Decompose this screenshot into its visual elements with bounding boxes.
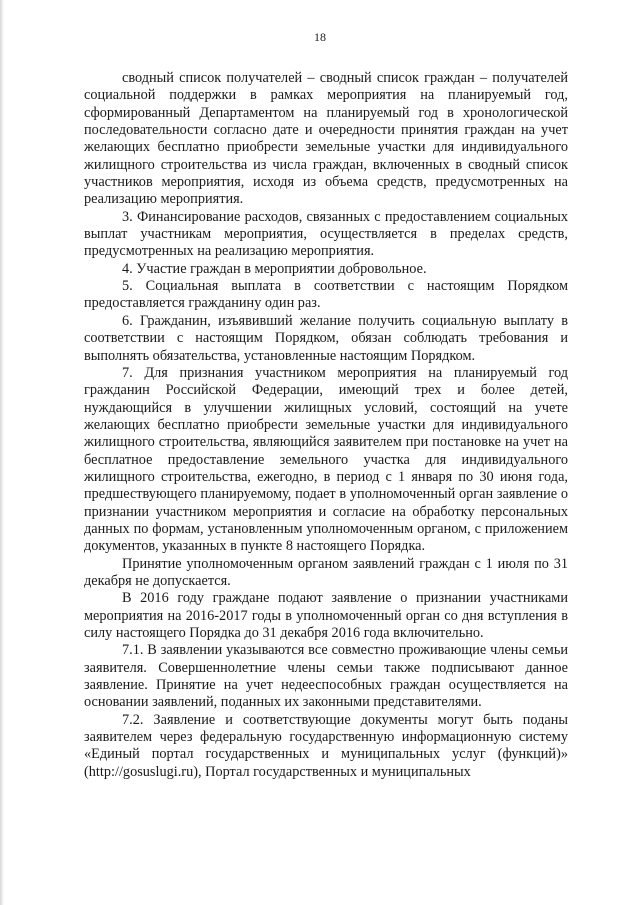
paragraph-5: 5. Социальная выплата в соответствии с настоящим Порядком предоставляется гражданину один раз. (84, 278, 568, 312)
scan-edge-shadow (0, 0, 4, 905)
document-body (84, 70, 568, 781)
paragraph-7-2: 7.2. Заявление и соответствующие документы могут быть поданы заявителем через федеральную государственную информационную систему «Единый портал государственных и муниципальных услуг (функций)» (http://gosuslugi.ru), Портал государственных и муниципальных (84, 711, 568, 780)
paragraph-7: 7. Для признания участником мероприятия на планируемый год гражданин Российской Федерации, имеющий трех и более детей, нуждающийся в улучшении жилищных условий, состоящий на учете желающих бесплатно приобрести земельные участки для индивидуального жилищного строительства, являющийся заявителем при постановке на учет на бесплатное предоставление земельного участка для индивидуального жилищного строительства, ежегодно, в период с 1 января по 30 июня года, предшествующего планируемому, подает в уполномоченный орган заявление о признании участником мероприятия и согласие на обработку персональных данных по формам, установленным уполномоченным органом, с приложением документов, указанных в пункте 8 настоящего Порядка. (84, 364, 568, 555)
paragraph-4: 4. Участие граждан в мероприятии добровольное. (122, 260, 427, 277)
page-number: 18 (314, 30, 326, 44)
paragraph-3: 3. Финансирование расходов, связанных с предоставлением социальных выплат участникам мероприятия, осуществляется в пределах средств, предусмотренных на реализацию мероприятия. (84, 208, 568, 260)
paragraph-7-2016: В 2016 году граждане подают заявление о признании участниками мероприятия на 2016-2017 годы в уполномоченный орган со дня вступления в силу настоящего Порядка до 31 декабря 2016 года включительно. (84, 590, 568, 641)
paragraph-recipients-list: сводный список получателей – сводный список граждан – получателей социальной поддержки в рамках мероприятия на планируемый год, сформированный Департаментом на планируемый год в хронологической последовательности согласно дате и очередности принятия граждан на учет желающих бесплатно приобрести земельные участки для индивидуального жилищного строительства из числа граждан, включенных в сводный список участников мероприятия, исходя из объема средств, предусмотренных на реализацию мероприятия. (84, 70, 568, 208)
paragraph-6: 6. Гражданин, изъявивший желание получить социальную выплату в соответствии с настоящим Порядком, обязан соблюдать требования и выполнять обязательства, установленные настоящим Порядком. (84, 312, 568, 364)
paragraph-7-acceptance: Принятие уполномоченным органом заявлений граждан с 1 июля по 31 декабря не допускается. (84, 555, 568, 589)
paragraph-7-1: 7.1. В заявлении указываются все совместно проживающие члены семьи заявителя. Совершеннолетние члены семьи также подписывают данное заявление. Принятие на учет недееспособных граждан осуществляется на основании заявлений, поданных их законными представителями. (84, 642, 568, 711)
